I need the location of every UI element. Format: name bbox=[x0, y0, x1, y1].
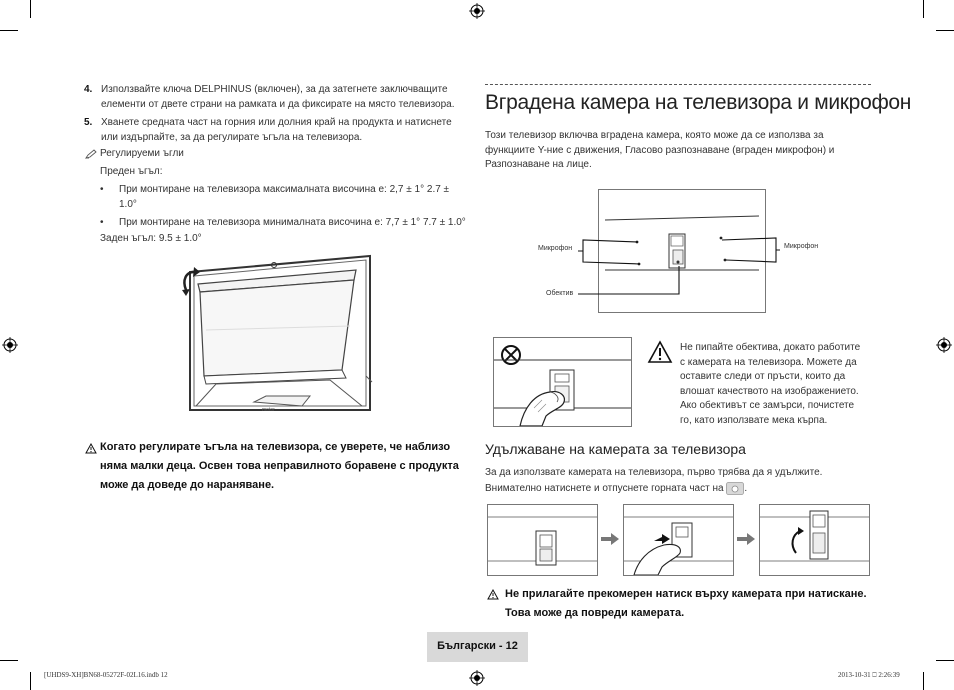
intro-text: Този телевизор включва вградена камера, която може да се използва за функциите Y-ние с движения, Гласово разпознаване (вграден микрофон) и Разпознаване на лице. bbox=[485, 130, 835, 170]
bullet-text: При монтиране на телевизора максималната височина е: 2,7 ± 1° 2.7 ± 1.0° bbox=[119, 184, 450, 210]
extend-text-end: . bbox=[744, 483, 748, 494]
crop-mark bbox=[30, 672, 31, 690]
date-info: 2013-10-31 ⎕ 2:26:39 bbox=[838, 671, 900, 679]
bullet-item: • При монтиране на телевизора максималната височина е: 2,7 ± 1° 2.7 ± 1.0° bbox=[100, 182, 470, 212]
page-number-label: Български - 12 bbox=[437, 640, 518, 652]
crop-mark bbox=[0, 660, 18, 661]
caution-triangle-icon bbox=[647, 340, 673, 364]
step-number: 4. bbox=[84, 84, 93, 95]
lens-warning-text: Не пипайте обектива, докато работите с камерата на телевизора. Можете да оставите следи от пръсти, които да влошат качеството на изображението. Ако обективът се замърси, почистете го, като използвате мека кърпа. bbox=[680, 342, 861, 426]
warning-triangle-icon bbox=[85, 443, 97, 454]
note-pencil-icon bbox=[85, 149, 97, 159]
bullet-item: • При монтиране на телевизора минималната височина е: 7,7 ± 1° 7.7 ± 1.0° bbox=[100, 215, 470, 230]
step-number: 5. bbox=[84, 117, 93, 128]
page-number-tab bbox=[427, 632, 528, 662]
front-angle-label: Преден ъгъл: bbox=[100, 166, 163, 177]
mic-left-label: Микрофон bbox=[538, 245, 573, 252]
dashed-rule bbox=[485, 84, 871, 85]
tv-brand-label: motor bbox=[262, 407, 275, 413]
extend-step-3-image bbox=[759, 504, 870, 576]
arrow-right-icon bbox=[601, 533, 619, 545]
extend-text: За да използвате камерата на телевизора, първо трябва да я удължите. Внимателно натиснете и отпуснете горната част на bbox=[485, 467, 823, 494]
do-not-touch-illustration bbox=[493, 337, 632, 427]
rear-angle-label: Заден ъгъл: 9.5 ± 1.0° bbox=[100, 233, 202, 244]
extend-instructions bbox=[485, 465, 865, 497]
section-subtitle: Удължаване на камерата за телевизора bbox=[485, 441, 746, 457]
crop-mark bbox=[0, 30, 18, 31]
step-5 bbox=[84, 115, 464, 145]
page-title: Вградена камера на телевизора и микрофон bbox=[485, 91, 912, 114]
bullet-text: При монтиране на телевизора минималната височина е: 7,7 ± 1° 7.7 ± 1.0° bbox=[119, 217, 466, 228]
step-text: Хванете средната част на горния или долния край на продукта и натиснете или издърпайте, за да регулирате ъгъла на телевизора. bbox=[101, 117, 452, 143]
tv-tilt-illustration bbox=[170, 250, 380, 420]
extend-step-2-image bbox=[623, 504, 734, 576]
registration-mark-icon bbox=[469, 3, 485, 19]
registration-mark-icon bbox=[936, 337, 952, 353]
extend-step-1-image bbox=[487, 504, 598, 576]
crop-mark bbox=[936, 660, 954, 661]
pressure-warning-text: Не прилагайте прекомерен натиск върху камерата при натискане. Това може да повреди камерата. bbox=[505, 588, 867, 619]
crop-mark bbox=[923, 0, 924, 18]
step-text: Използвайте ключа DELPHINUS (включен), за да затегнете заключващите елементи от двете страни на рамката и да фиксирате на място телевизора. bbox=[101, 84, 455, 110]
mic-right-label: Микрофон bbox=[784, 243, 819, 250]
warning-triangle-icon bbox=[487, 589, 499, 600]
arrow-right-icon bbox=[737, 533, 755, 545]
crop-mark bbox=[30, 0, 31, 18]
registration-mark-icon bbox=[469, 670, 485, 686]
tilt-warning-text: Когато регулирате ъгъла на телевизора, се уверете, че наблизо няма малки деца. Освен това неправилното боравене с продукта може да доведе до нараняване. bbox=[100, 441, 459, 491]
note-label: Регулируеми ъгли bbox=[100, 148, 184, 159]
file-info: [UHDS9-XH]BN68-05272F-02L16.indb 12 bbox=[44, 671, 168, 679]
lens-label: Обектив bbox=[546, 290, 574, 297]
diagram-leader-lines bbox=[540, 230, 790, 310]
crop-mark bbox=[936, 30, 954, 31]
camera-top-icon bbox=[726, 482, 744, 495]
step-4 bbox=[84, 82, 464, 112]
registration-mark-icon bbox=[2, 337, 18, 353]
crop-mark bbox=[923, 672, 924, 690]
